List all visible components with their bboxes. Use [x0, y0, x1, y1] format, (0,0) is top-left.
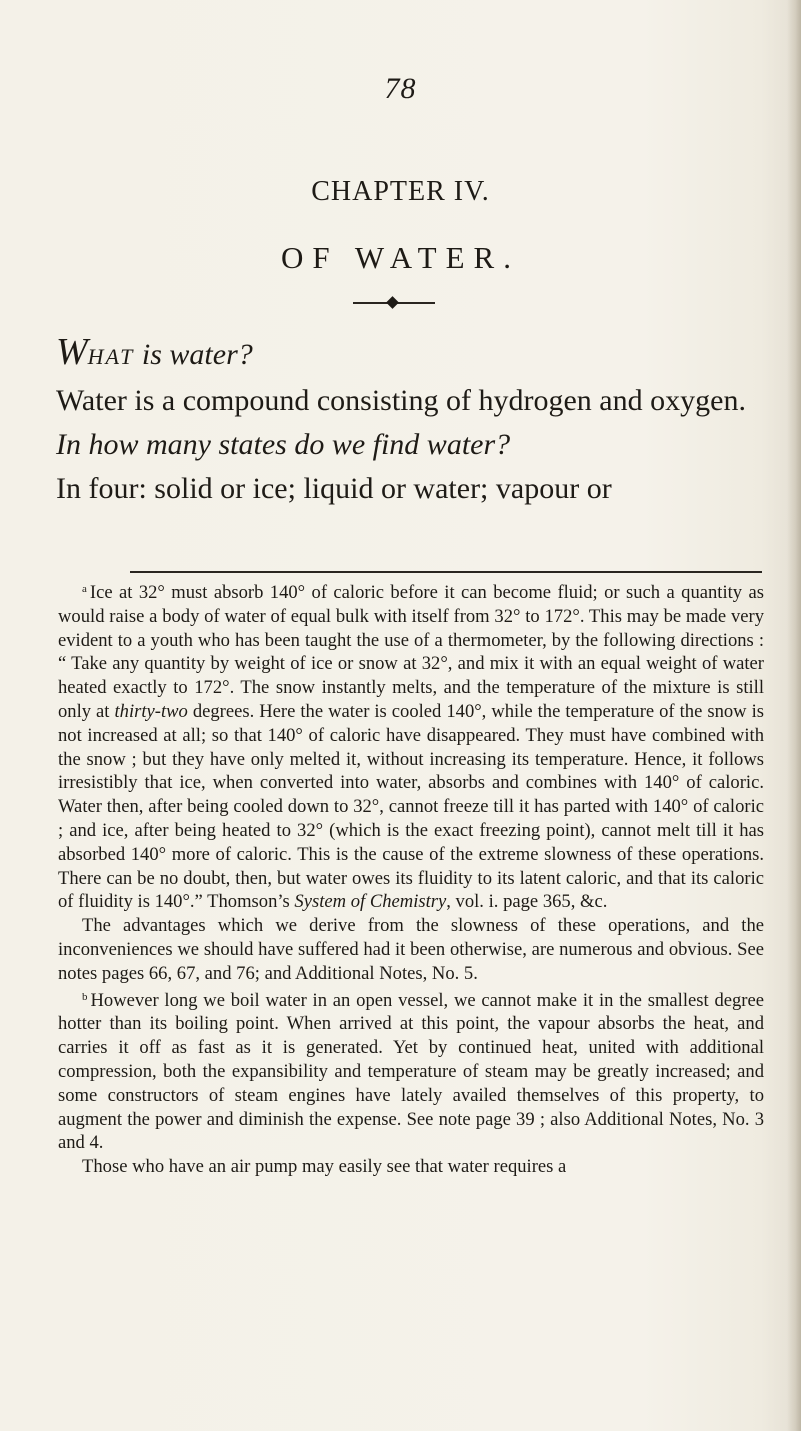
question-1-rest: is water?	[134, 338, 253, 371]
question-1-caps: HAT	[87, 344, 135, 369]
question-1	[56, 330, 746, 379]
footnote-b-text: However long we boil water in an open vessel, we cannot make it in the smallest degree hotter than its boiling point. When arrived at this point, the vapour absorbs the heat, and carries it off as fast as it is generated. Yet by continued heat, united with additional compression, both the expansibility and temperature of steam may be greatly increased; and some constructors of steam engines have lately availed themselves of this property, to augment the power and diminish the expense. See note page 39 ; also Additional Notes, No. 3 and 4.	[58, 989, 764, 1154]
footnote-last-line: Those who have an air pump may easily see that water requires a	[82, 1156, 567, 1178]
footnote-rule	[130, 571, 762, 573]
diamond-icon	[386, 296, 399, 309]
page-edge-shadow	[787, 0, 801, 1431]
footnote-marker-b: b	[82, 990, 88, 1003]
answer-1: Water is a compound consisting of hydrogen and oxygen.	[56, 384, 746, 417]
footnotes	[58, 578, 764, 1179]
main-text	[56, 330, 746, 511]
footnote-b	[58, 986, 764, 1156]
footnote-a-italic-2: System of Chemistry	[294, 891, 447, 913]
section-title: OF WATER.	[281, 240, 520, 275]
footnote-a-italic-1: thirty-two	[114, 700, 188, 722]
answer-2: In four: solid or ice; liquid or water; vapour or	[56, 472, 612, 505]
footnote-a-text-3: , vol. i. page 365, &c.	[446, 891, 608, 913]
footnote-a-text-1: Ice at 32° must absorb 140° of caloric before it can become fluid; or such a quantity as would raise a body of water of equal bulk with itself from 32° to 172°. This may be made very evident to a youth who has been taught the use of a thermometer, by the following directions : “ Take any quantity by weight of ice or snow at 32°, and mix it with an equal weight of water heated exactly to 172°. The snow instantly melts, and the temperature of the mixture is still only at	[58, 582, 764, 722]
footnote-marker-a: a	[82, 583, 87, 595]
chapter-heading: CHAPTER IV.	[311, 176, 490, 207]
ornament-divider	[353, 297, 435, 309]
footnote-a	[58, 578, 764, 914]
drop-letter: W	[56, 331, 88, 373]
page-number: 78	[384, 72, 417, 105]
footnote-a-continuation: The advantages which we derive from the slowness of these operations, and the inconveniences we should have suffered had it been otherwise, are numerous and obvious. See notes pages 66, 67, and 76; and Additional Notes, No. 5.	[58, 915, 764, 984]
question-2: In how many states do we find water?	[56, 428, 511, 461]
footnote-a-text-2: degrees. Here the water is cooled 140°, while the temperature of the snow is not increased at all; so that 140° of caloric have disappeared. They must have combined with the snow ; but they have only melted it, without increasing its temperature. Hence, it follows irresistibly that ice, when converted into water, absorbs and combines with 140° of caloric. Water then, after being cooled down to 32°, cannot freeze till it has parted with 140° of caloric ; and ice, after being heated to 32° (which is the exact freezing point), cannot melt till it has absorbed 140° more of caloric. This is the cause of the extreme slowness of these operations. There can be no doubt, then, but water owes its fluidity to its latent caloric, and that its caloric of fluidity is 140°.” Thomson’s	[58, 700, 764, 913]
